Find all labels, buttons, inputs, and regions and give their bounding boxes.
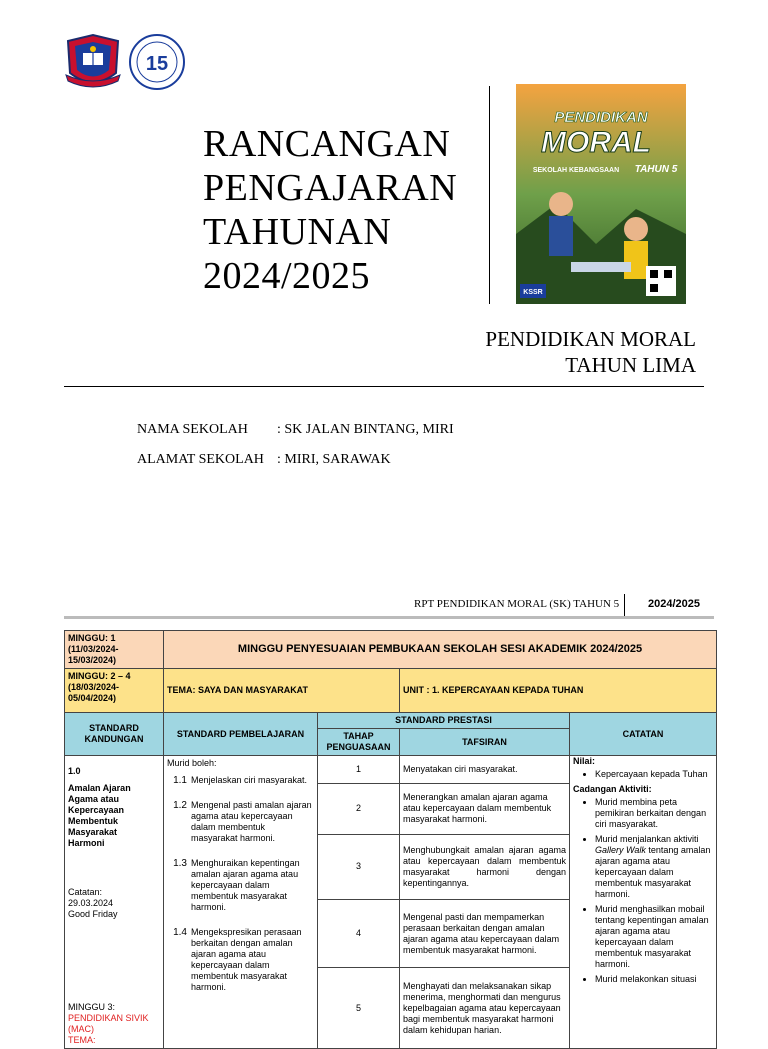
sk-note-label: Catatan: — [68, 887, 103, 897]
list-item — [595, 904, 713, 970]
sp-cell — [164, 756, 318, 1049]
anniversary-seal-logo — [128, 33, 186, 91]
rpt-table — [64, 630, 717, 1049]
tp-description: Menghayati dan melaksanakan sikap menerima, menghormati dan mengurus kepelbagaian agama atau kepercayaan bagi membentuk masyarakat harmoni dalam kehidupan harian. — [400, 968, 570, 1049]
header-separator — [624, 594, 625, 616]
week-title: MINGGU: 1 — [68, 633, 116, 643]
sp-text: Mengenal pasti amalan ajaran agama atau kepercayaan dalam membentuk masyarakat harmoni. — [191, 800, 312, 843]
seal-number: 15 — [145, 53, 169, 75]
nilai-label: Nilai: — [573, 756, 596, 766]
sk-title: Amalan Ajaran Agama atau Kepercayaan Membentuk Masyarakat Harmoni — [68, 783, 131, 848]
running-header-right: 2024/2025 — [648, 598, 700, 610]
aktiviti-text: Murid melakonkan situasi — [595, 974, 697, 984]
table-header-row — [65, 713, 717, 729]
aktiviti-text: tentang amalan ajaran agama atau kepercayaan dalam membentuk masyarakat harmoni. — [595, 845, 711, 899]
header-standard-prestasi: STANDARD PRESTASI — [318, 713, 570, 729]
title-line: 2024/2025 — [203, 255, 371, 297]
sk-note-event: Good Friday — [68, 909, 118, 919]
divider-vertical — [489, 86, 490, 304]
sk-number: 1.0 — [68, 766, 81, 776]
week-title: MINGGU: 2 – 4 — [68, 671, 131, 681]
sk-cell — [65, 756, 164, 1049]
page-title — [203, 122, 457, 298]
running-header-left: RPT PENDIDIKAN MORAL (SK) TAHUN 5 — [414, 598, 620, 610]
unit-cell: UNIT : 1. KEPERCAYAAN KEPADA TUHAN — [400, 669, 717, 713]
table-row — [65, 631, 717, 669]
sp-number: 1.1 — [173, 775, 187, 786]
school-name-value: : SK JALAN BINTANG, MIRI — [277, 422, 454, 437]
tp-level: 4 — [318, 900, 400, 968]
week-cell — [65, 669, 164, 713]
tp-level: 2 — [318, 783, 400, 834]
tp-level: 3 — [318, 834, 400, 900]
nilai-list — [573, 769, 713, 780]
title-line: TAHUNAN — [203, 211, 392, 253]
aktiviti-text: Murid menghasilkan mobail tentang kepentingan amalan ajaran agama atau kepercayaan dalam membentuk masyarakat harmoni. — [595, 904, 709, 969]
book-badge: KSSR — [523, 289, 543, 296]
tema-cell: TEMA: SAYA DAN MASYARAKAT — [164, 669, 400, 713]
school-address-value: : MIRI, SARAWAK — [277, 452, 391, 467]
book-cover-image — [516, 84, 686, 304]
subject-line: TAHUN LIMA — [565, 353, 696, 377]
header-tafsiran: TAFSIRAN — [400, 729, 570, 756]
subject-line: PENDIDIKAN MORAL — [485, 327, 696, 351]
subject-title — [485, 326, 696, 378]
table-row — [65, 669, 717, 713]
sp-number: 1.3 — [173, 858, 187, 869]
tp-description: Menerangkan amalan ajaran agama atau kepercayaan dalam membentuk masyarakat harmoni. — [400, 783, 570, 834]
tp-description: Menghubungkait amalan ajaran agama atau kepercayaan dalam membentuk masyarakat harmoni dengan kepentingannya. — [400, 834, 570, 900]
list-item — [595, 797, 713, 830]
sp-text: Mengekspresikan perasaan berkaitan dengan amalan ajaran agama atau kepercayaan dalam membentuk masyarakat harmoni. — [191, 927, 302, 992]
school-crest-logo — [64, 33, 122, 91]
catatan-cell — [570, 756, 717, 1049]
list-item — [167, 858, 314, 913]
list-item — [167, 775, 314, 786]
tp-level: 1 — [318, 756, 400, 784]
sk-note-date: 29.03.2024 — [68, 898, 114, 908]
sp-intro: Murid boleh: — [167, 758, 217, 768]
next-week-subject: PENDIDIKAN SIVIK (MAC) — [68, 1013, 149, 1034]
list-item — [595, 974, 713, 985]
school-address-label: ALAMAT SEKOLAH — [137, 452, 264, 467]
title-line: PENGAJARAN — [203, 167, 458, 209]
next-week-tema: TEMA: — [68, 1035, 96, 1045]
sp-text: Menjelaskan ciri masyarakat. — [191, 775, 308, 785]
header-standard-pembelajaran: STANDARD PEMBELAJARAN — [164, 713, 318, 756]
header-tahap: TAHAP PENGUASAAN — [318, 729, 400, 756]
list-item: • Kepercayaan kepada Tuhan — [595, 769, 713, 780]
aktiviti-text: Murid membina peta pemikiran berkaitan dengan ciri masyarakat. — [595, 797, 707, 829]
school-name-label: NAMA SEKOLAH — [137, 422, 248, 437]
divider-horizontal — [64, 386, 704, 387]
next-week-label: MINGGU 3: — [68, 1002, 116, 1012]
list-item — [595, 834, 713, 900]
tp-description: Menyatakan ciri masyarakat. — [400, 756, 570, 784]
list-item — [167, 800, 314, 844]
header-standard-kandungan: STANDARD KANDUNGAN — [65, 713, 164, 756]
list-item — [167, 927, 314, 993]
week-banner: MINGGU PENYESUAIAN PEMBUKAAN SEKOLAH SESI AKADEMIK 2024/2025 — [164, 631, 717, 669]
sp-number: 1.2 — [173, 800, 187, 811]
sp-list — [167, 775, 314, 993]
book-title-top: PENDIDIKAN — [554, 109, 648, 126]
aktiviti-emphasis: Gallery Walk — [595, 845, 646, 855]
title-line: RANCANGAN — [203, 123, 451, 165]
table-row — [65, 756, 717, 784]
sp-text: Menghuraikan kepentingan amalan ajaran agama atau kepercayaan dalam membentuk masyarakat harmoni. — [191, 858, 300, 912]
tp-level: 5 — [318, 968, 400, 1049]
aktiviti-text: Murid menjalankan aktiviti — [595, 834, 699, 844]
book-subtitle: SEKOLAH KEBANGSAAN — [532, 167, 620, 174]
aktiviti-label: Cadangan Aktiviti: — [573, 784, 652, 794]
aktiviti-list — [573, 797, 713, 985]
header-rule — [64, 616, 714, 619]
tp-description: Mengenal pasti dan mempamerkan perasaan berkaitan dengan amalan ajaran agama atau kepercayaan dalam membentuk masyarakat harmoni. — [400, 900, 570, 968]
book-title-main: MORAL — [541, 126, 651, 159]
book-year-label: TAHUN 5 — [634, 164, 678, 175]
sp-number: 1.4 — [173, 927, 187, 938]
week-cell — [65, 631, 164, 669]
header-catatan: CATATAN — [570, 713, 717, 756]
week-dates: (11/03/2024-15/03/2024) — [68, 644, 119, 665]
week-dates: (18/03/2024-05/04/2024) — [68, 682, 120, 703]
